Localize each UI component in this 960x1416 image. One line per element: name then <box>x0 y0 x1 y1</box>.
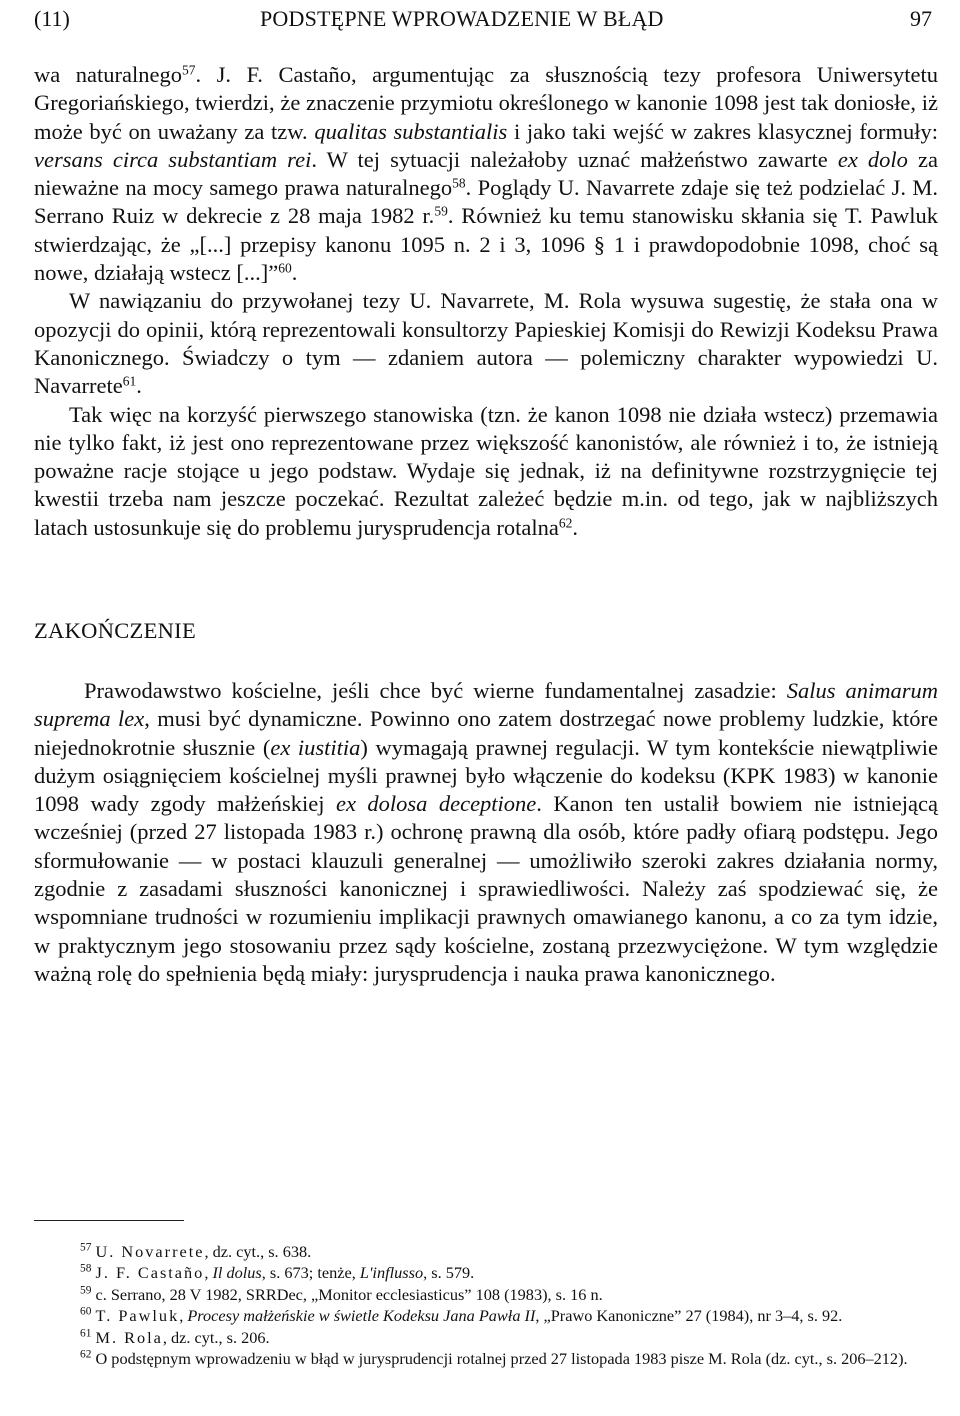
text-run: , musi być dynamiczne. Powinno ono zatem dostrzegać nowe problemy ludzkie, które niejednokrotnie słusznie ( <box>34 706 939 760</box>
text-run: i jako taki wejść w zakres klasycznej formuły: <box>507 118 938 144</box>
footnote-number: 58 <box>80 1263 92 1276</box>
footnote-ref-58: 58 <box>452 175 466 191</box>
page-number: 97 <box>910 6 932 31</box>
footnote-number: 59 <box>80 1284 92 1297</box>
footnote-ref-59: 59 <box>434 204 448 220</box>
text-run: Prawodawstwo kościelne, jeśli chce być wierne fundamentalnej zasadzie: <box>84 678 787 703</box>
conclusion-text <box>34 677 938 988</box>
text-run: ) wymagają prawnej regulacji. W tym kontekście niewątpliwie dużym osiągnięciem kościelnej myśli prawnej było włączenie do kodeksu (KPK 1983) w kanonie 1098 wady zgody małżeńskiej <box>34 734 938 817</box>
footnote-author: M. Rola <box>95 1327 163 1347</box>
footnote-text: , <box>179 1306 188 1326</box>
latin-formula: versans circa substantiam rei <box>34 146 312 172</box>
footnote-text: c. Serrano, 28 V 1982, SRRDec, „Monitor ecclesiasticus” 108 (1983), s. 16 n. <box>95 1284 603 1304</box>
footnote-ref-61: 61 <box>122 373 137 389</box>
running-title: PODSTĘPNE WPROWADZENIE W BŁĄD <box>260 6 664 31</box>
footnote-62 <box>34 1348 938 1369</box>
footnote-author: J. F. Castaño <box>95 1263 205 1283</box>
footnote-text: , s. 579. <box>423 1263 475 1283</box>
text-run: wa naturalnego <box>34 62 182 87</box>
footnote-author: T. Pawluk <box>95 1306 180 1326</box>
text-run: . Poglądy U. Navarrete zdaje się też podzielać J. M. Serrano Ruiz w dekrecie z 28 maja 1982 r. <box>34 175 938 229</box>
footnote-title: Il dolus <box>212 1263 262 1283</box>
footnote-text: , <box>204 1263 213 1283</box>
footnote-title: Procesy małżeńskie w świetle Kodeksu Jana Pawła II <box>187 1306 536 1326</box>
text-run: . <box>572 514 578 540</box>
running-header <box>34 4 938 34</box>
footnote-ref-57: 57 <box>181 62 196 78</box>
footnote-ref-62: 62 <box>558 515 573 531</box>
chapter-number: (11) <box>34 6 70 31</box>
text-run: . <box>136 373 142 399</box>
footnote-author: U. Novarrete <box>95 1242 205 1261</box>
footnote-number: 62 <box>80 1348 92 1361</box>
footnote-58 <box>34 1262 938 1283</box>
footnote-text: , dz. cyt., s. 206. <box>162 1327 270 1347</box>
footnote-text: , „Prawo Kanoniczne” 27 (1984), nr 3–4, s. 92. <box>535 1306 843 1326</box>
latin-term: ex dolosa deceptione <box>335 791 537 817</box>
footnote-separator <box>34 1220 184 1221</box>
latin-term: qualitas substantialis <box>314 118 508 144</box>
footnote-number: 60 <box>80 1305 92 1318</box>
footnote-57 <box>34 1241 938 1262</box>
text-run: za nieważne na mocy samego prawa naturalnego <box>34 146 938 201</box>
paragraph-rola <box>34 287 938 400</box>
text-run: . W tej sytuacji należałoby uznać małżeństwo zawarte <box>311 146 838 172</box>
paragraph-conclusion <box>34 677 938 988</box>
footnote-number: 57 <box>80 1241 92 1254</box>
text-run: Tak więc na korzyść pierwszego stanowiska (tzn. że kanon 1098 nie działa wstecz) przemawia nie tylko fakt, iż jest ono reprezentowane przez większość kanonistów, ale również i to, że istnieją poważne racje stojące u jego podstaw. Wydaje się jednak, iż na definitywne rozstrzygnięcie tej kwestii trzeba nam jeszcze poczekać. Rezultat zależeć będzie m.in. od tego, jak w najbliższych latach ustosunkuje się do problemu jurysprudencja rotalna <box>34 401 938 540</box>
paragraph-castano <box>34 61 938 287</box>
footnote-61 <box>34 1327 938 1348</box>
text-run: W nawiązaniu do przywołanej tezy U. Navarrete, M. Rola wysuwa sugestię, że stała ona w opozycji do opinii, którą reprezentowali konsultorzy Papieskiej Komisji do Rewizji Kodeksu Prawa Kanonicznego. Świadczy o tym — zdaniem autora — polemiczny charakter wypowiedzi U. Navarrete <box>34 288 938 399</box>
text-run: . Również ku temu stanowisku skłania się T. Pawluk stwierdzając, że „[...] przepisy kanonu 1095 n. 2 i 3, 1096 § 1 i prawdopodobnie 1098, choć są nowe, działają wstecz [...]” <box>34 203 938 286</box>
footnote-text: , dz. cyt., s. 638. <box>204 1242 312 1261</box>
text-run: . <box>291 260 298 286</box>
footnote-ref-60: 60 <box>278 260 292 276</box>
latin-maxim: Salus animarum suprema lex <box>34 678 938 732</box>
footnote-59 <box>34 1284 938 1305</box>
footnote-text: O podstępnym wprowadzeniu w błąd w jurysprudencji rotalnej przed 27 listopada 1983 pisze M. Rola (dz. cyt., s. 206–212). <box>95 1349 908 1369</box>
latin-term: ex dolo <box>837 146 908 172</box>
footnote-title: L'influsso <box>359 1263 424 1283</box>
section-heading: ZAKOŃCZENIE <box>34 618 197 643</box>
latin-term: ex iustitia <box>270 734 361 760</box>
footnotes <box>34 1241 938 1369</box>
footnote-number: 61 <box>80 1327 92 1340</box>
footnote-60 <box>34 1305 938 1326</box>
main-text <box>34 61 938 542</box>
text-run: . Kanon ten ustalił bowiem nie istniejącą wcześniej (przed 27 listopada 1983 r.) ochronę prawną dla osób, które padły ofiarą podstępu. Jego sformułowanie — w postaci klauzuli generalnej — umożliwiło szeroki zakres działania normy, zgodnie z zasadami słuszności kanonicznej i sprawiedliwości. Należy zaś spodziewać się, że wspomniane trudności w rozumieniu implikacji prawnych omawianego kanonu, a co za tym idzie, w praktycznym jego stosowaniu przez sądy kościelne, zostaną przezwyciężone. W tym względzie ważną rolę do spełnienia będą miały: jurysprudencja i nauka prawa kanonicznego. <box>34 791 938 986</box>
paragraph-summary <box>34 401 938 542</box>
text-run: . J. F. Castaño, argumentując za słusznością tezy profesora Uniwersytetu Gregoriańskiego, twierdzi, że znaczenie przymiotu określonego w kanonie 1098 jest tak doniosłe, iż może być on uważany za tzw. <box>34 62 938 144</box>
footnote-text: , s. 673; tenże, <box>261 1263 360 1283</box>
